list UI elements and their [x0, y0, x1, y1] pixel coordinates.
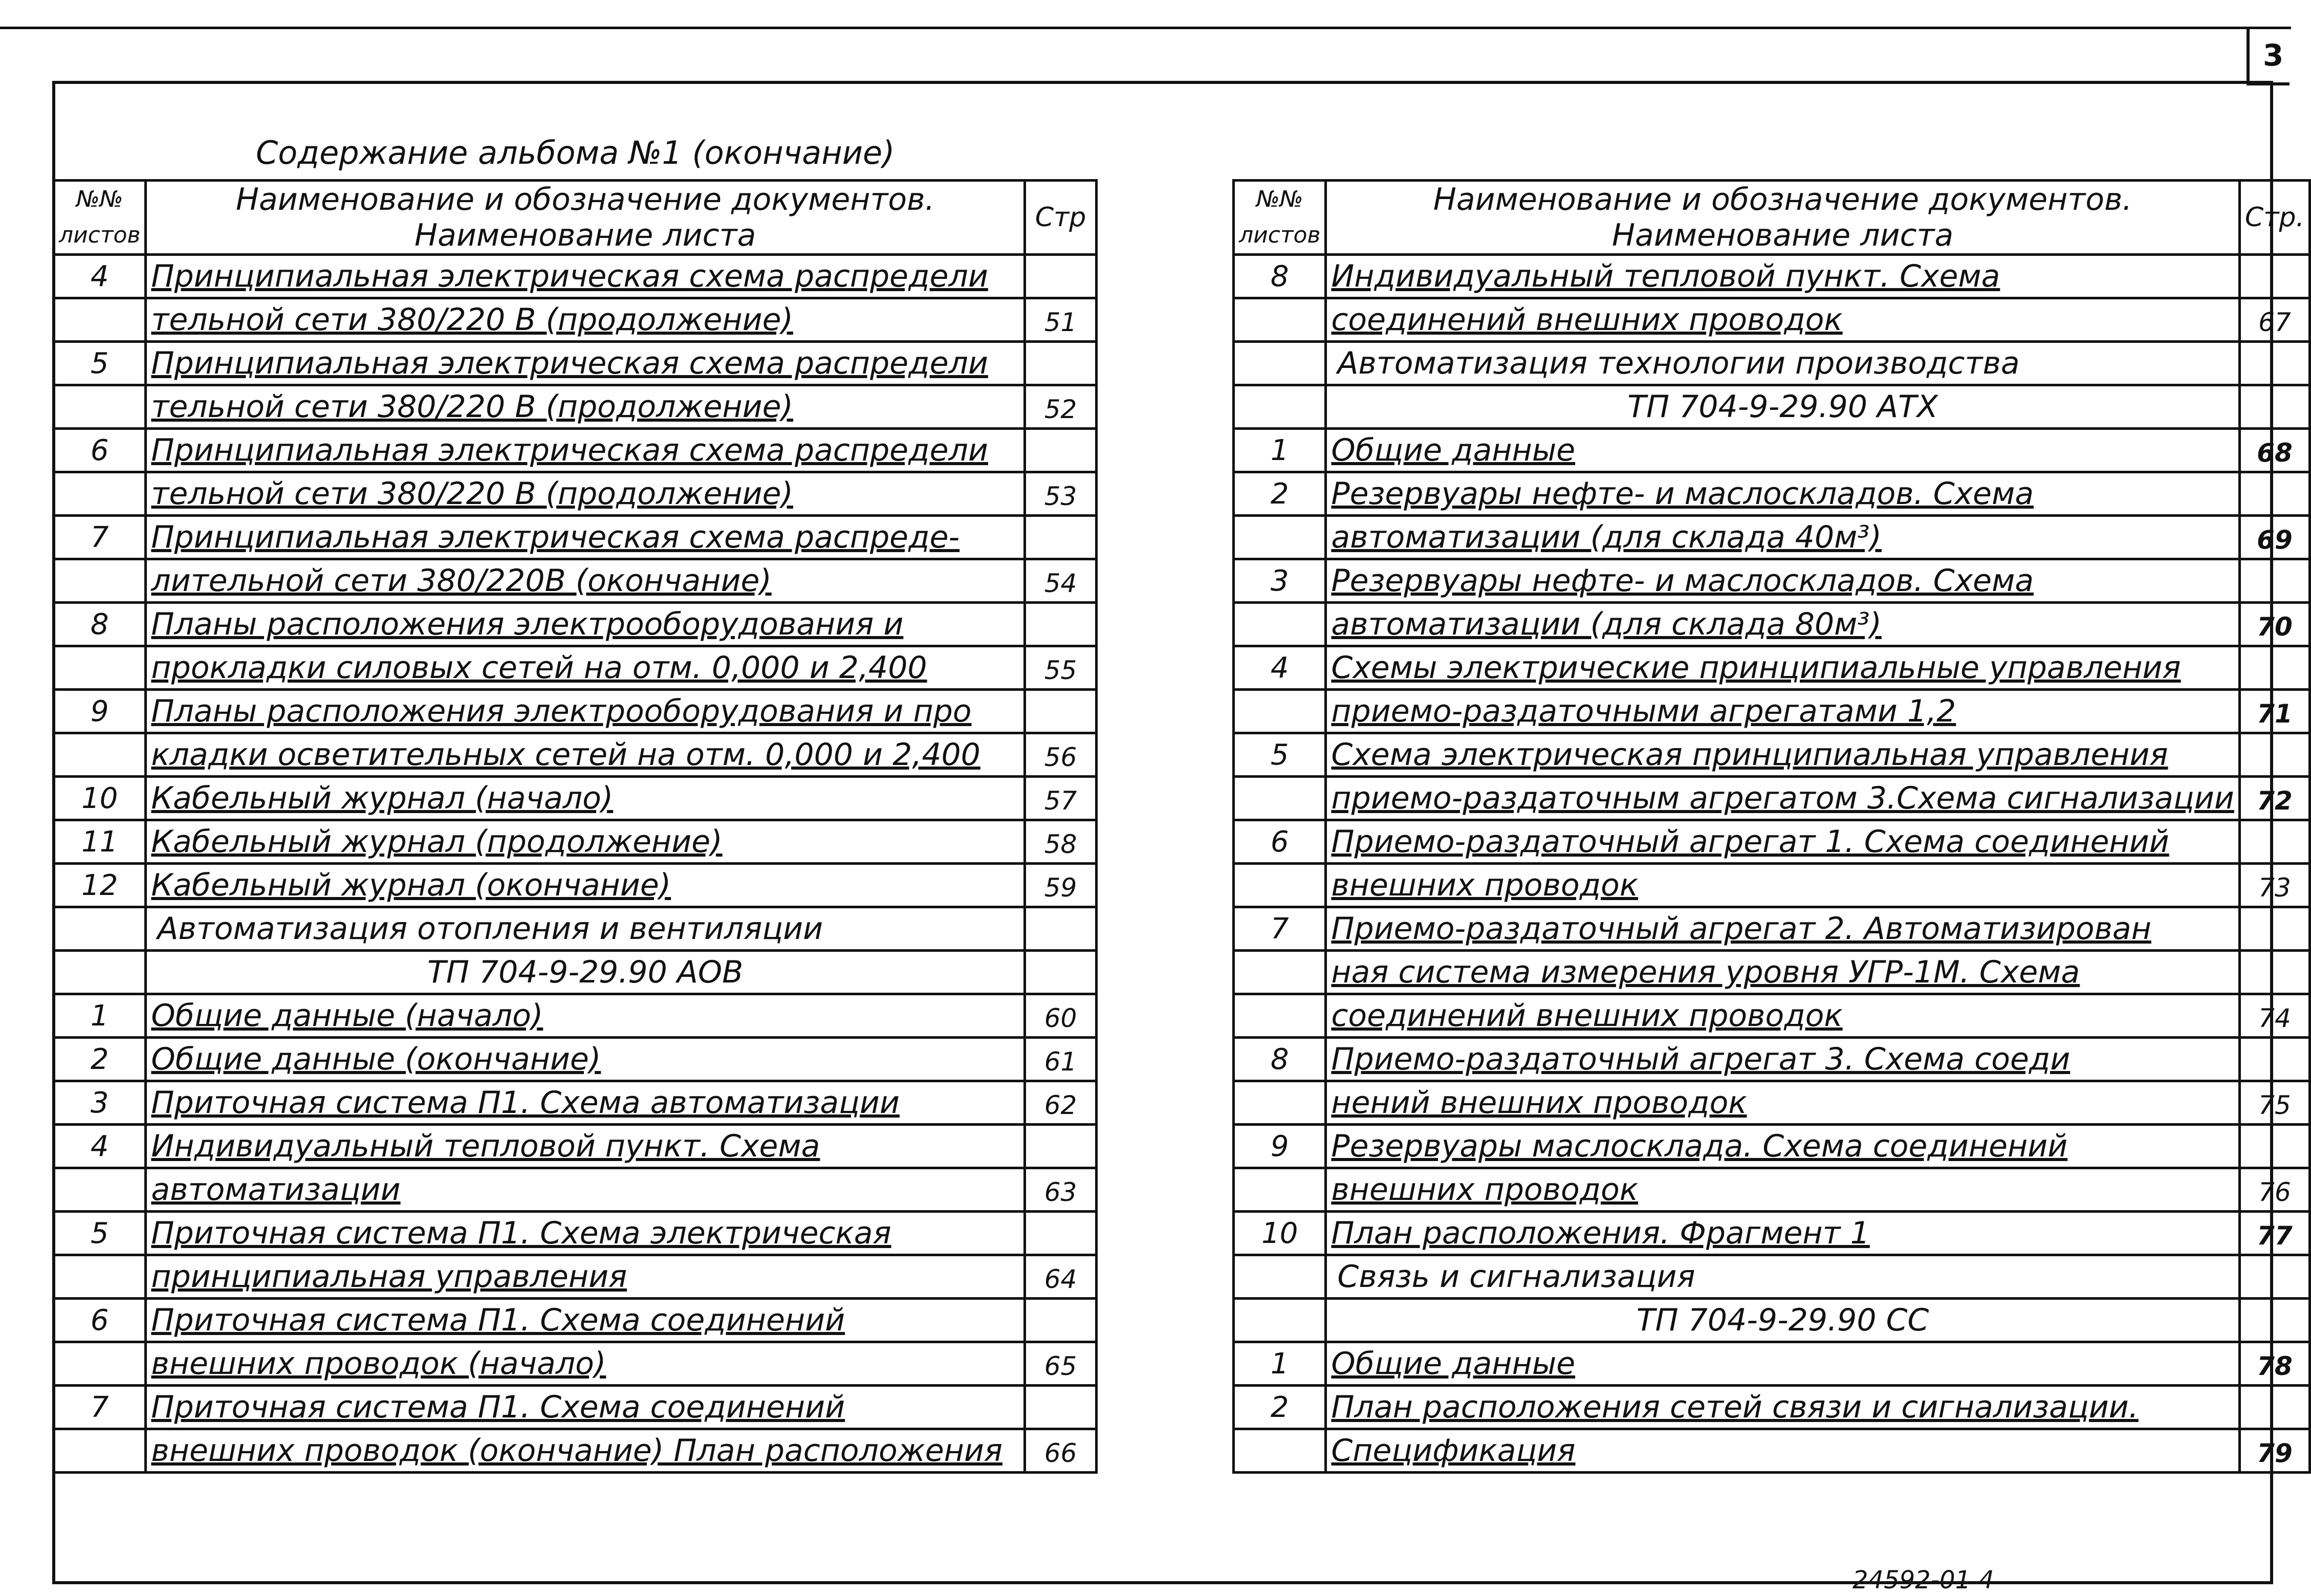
header-sheet-number: №№ листов — [54, 181, 146, 255]
header-name — [146, 181, 1025, 255]
sheet-number: 10 — [1234, 1212, 1326, 1255]
page-ref: 65 — [1025, 1342, 1097, 1386]
sheet-title: Индивидуальный тепловой пункт. Схема — [1326, 255, 2240, 298]
sheet-title: автоматизации — [146, 1168, 1025, 1212]
page-ref: 57 — [1025, 777, 1097, 820]
table-row — [1234, 1168, 2310, 1212]
sheet-number — [54, 733, 146, 777]
sheet-title: приемо-раздаточным агрегатом 3.Схема сигнализации — [1326, 777, 2240, 820]
table-row — [1234, 1342, 2310, 1386]
page-ref: 62 — [1025, 1081, 1097, 1125]
sheet-number: 8 — [1234, 1038, 1326, 1081]
sheet-title: ная система измерения уровня УГР-1М. Схема — [1326, 951, 2240, 994]
page-ref — [1025, 1125, 1097, 1168]
page-ref — [1025, 907, 1097, 951]
sheet-number — [1234, 516, 1326, 559]
table-row — [54, 298, 1097, 342]
table-row — [54, 429, 1097, 472]
page-ref: 73 — [2239, 864, 2309, 907]
table-row — [54, 1255, 1097, 1299]
top-rule — [0, 27, 2291, 29]
page-ref — [1025, 429, 1097, 472]
sheet-number: 4 — [54, 1125, 146, 1168]
sheet-title: внешних проводок — [1326, 864, 2240, 907]
table-row — [54, 1386, 1097, 1429]
table-row — [1234, 690, 2310, 733]
sheet-number — [1234, 298, 1326, 342]
table-row — [1234, 733, 2310, 777]
table-row — [1234, 1212, 2310, 1255]
table-row — [1234, 994, 2310, 1038]
table-row — [1234, 1429, 2310, 1473]
sheet-number — [1234, 864, 1326, 907]
header-sheet-number: №№ листов — [1234, 181, 1326, 255]
table-row — [1234, 951, 2310, 994]
page-ref — [1025, 516, 1097, 559]
sheet-number — [54, 559, 146, 603]
page-ref — [2239, 1125, 2309, 1168]
sheet-title: Принципиальная электрическая схема распредели — [146, 255, 1025, 298]
sheet-title: План расположения сетей связи и сигнализации. — [1326, 1386, 2240, 1429]
page-ref — [1025, 1299, 1097, 1342]
table-row — [54, 820, 1097, 864]
sheet-title: внешних проводок (окончание) План расположения — [146, 1429, 1025, 1473]
table-row — [1234, 298, 2310, 342]
sheet-number: 3 — [54, 1081, 146, 1125]
sheet-number — [54, 1429, 146, 1473]
header-row — [1234, 181, 2310, 255]
table-row — [1234, 864, 2310, 907]
sheet-number — [1234, 342, 1326, 385]
sheet-number: 7 — [1234, 907, 1326, 951]
sheet-title: Приточная система П1. Схема соединений — [146, 1386, 1025, 1429]
table-row — [54, 907, 1097, 951]
table-row — [54, 864, 1097, 907]
section-heading: Связь и сигнализация — [1326, 1255, 2240, 1299]
page-ref: 59 — [1025, 864, 1097, 907]
sheet-number — [1234, 1429, 1326, 1473]
page-ref: 56 — [1025, 733, 1097, 777]
page-ref: 77 — [2239, 1212, 2309, 1255]
sheet-number: 10 — [54, 777, 146, 820]
page-ref — [1025, 1386, 1097, 1429]
sheet-number — [1234, 690, 1326, 733]
page-ref: 61 — [1025, 1038, 1097, 1081]
sheet-number — [1234, 951, 1326, 994]
page-ref: 72 — [2239, 777, 2309, 820]
header-page: Стр — [1025, 181, 1097, 255]
sheet-number — [54, 1342, 146, 1386]
table-row — [54, 1429, 1097, 1473]
sheet-number: 11 — [54, 820, 146, 864]
sheet-title: Приточная система П1. Схема соединений — [146, 1299, 1025, 1342]
table-row — [54, 342, 1097, 385]
section-heading: ТП 704-9-29.90 СС — [1326, 1299, 2240, 1342]
page-ref — [1025, 342, 1097, 385]
page-ref: 60 — [1025, 994, 1097, 1038]
sheet-number: 5 — [54, 342, 146, 385]
sheet-number: 1 — [54, 994, 146, 1038]
page-ref: 79 — [2239, 1429, 2309, 1473]
table-row — [54, 1081, 1097, 1125]
sheet-title: Приемо-раздаточный агрегат 1. Схема соединений — [1326, 820, 2240, 864]
sheet-title: Индивидуальный тепловой пункт. Схема — [146, 1125, 1025, 1168]
header-row — [54, 181, 1097, 255]
sheet-number: 12 — [54, 864, 146, 907]
sheet-number — [54, 472, 146, 516]
table-row — [1234, 342, 2310, 385]
sheet-number — [54, 1255, 146, 1299]
table-row — [54, 1168, 1097, 1212]
contents-table-right — [1232, 179, 2311, 1474]
header-name-line2: Наименование листа — [1611, 217, 1954, 253]
sheet-title: нений внешних проводок — [1326, 1081, 2240, 1125]
sheet-number: 2 — [1234, 1386, 1326, 1429]
table-row — [54, 559, 1097, 603]
page-number-box — [2247, 27, 2290, 85]
page-ref: 63 — [1025, 1168, 1097, 1212]
sheet-title: Резервуары нефте- и маслоскладов. Схема — [1326, 472, 2240, 516]
sheet-title: Общие данные (окончание) — [146, 1038, 1025, 1081]
page-ref — [1025, 1212, 1097, 1255]
sheet-number: 8 — [1234, 255, 1326, 298]
sheet-number: 9 — [1234, 1125, 1326, 1168]
table-row — [1234, 646, 2310, 690]
sheet-title: Спецификация — [1326, 1429, 2240, 1473]
header-name-line2: Наименование листа — [415, 217, 756, 253]
table-row — [54, 1038, 1097, 1081]
page-ref: 68 — [2239, 429, 2309, 472]
sheet-number — [1234, 994, 1326, 1038]
page-ref — [2239, 342, 2309, 385]
sheet-title: соединений внешних проводок — [1326, 994, 2240, 1038]
page-ref — [2239, 951, 2309, 994]
sheet-title: Схемы электрические принципиальные управления — [1326, 646, 2240, 690]
table-row — [54, 1342, 1097, 1386]
page-ref — [2239, 1038, 2309, 1081]
sheet-number — [1234, 1255, 1326, 1299]
table-row — [54, 255, 1097, 298]
page-ref — [2239, 646, 2309, 690]
sheet-title: Приточная система П1. Схема автоматизации — [146, 1081, 1025, 1125]
header-name-line1: Наименование и обозначение документов. — [1433, 182, 2132, 217]
sheet-number — [1234, 385, 1326, 429]
sheet-number — [54, 1168, 146, 1212]
sheet-title: Общие данные (начало) — [146, 994, 1025, 1038]
sheet-title: соединений внешних проводок — [1326, 298, 2240, 342]
table-row — [54, 951, 1097, 994]
section-heading: Автоматизация технологии производства — [1326, 342, 2240, 385]
table-row — [54, 1212, 1097, 1255]
sheet-title: тельной сети 380/220 В (продолжение) — [146, 385, 1025, 429]
page-ref: 69 — [2239, 516, 2309, 559]
table-row — [54, 646, 1097, 690]
table-row — [1234, 603, 2310, 646]
table-row — [54, 516, 1097, 559]
sheet-title: Принципиальная электрическая схема распредели — [146, 342, 1025, 385]
sheet-number: 6 — [54, 429, 146, 472]
sheet-title: Принципиальная электрическая схема распредели — [146, 429, 1025, 472]
sheet-number — [1234, 1299, 1326, 1342]
page-ref — [1025, 690, 1097, 733]
table-row — [54, 777, 1097, 820]
page-ref — [2239, 1255, 2309, 1299]
sheet-number: 4 — [54, 255, 146, 298]
sheet-title: Принципиальная электрическая схема распреде- — [146, 516, 1025, 559]
sheet-number: 9 — [54, 690, 146, 733]
page-ref: 53 — [1025, 472, 1097, 516]
sheet-number: 6 — [54, 1299, 146, 1342]
sheet-number — [1234, 603, 1326, 646]
table-row — [1234, 1386, 2310, 1429]
sheet-title: принципиальная управления — [146, 1255, 1025, 1299]
page-ref — [2239, 472, 2309, 516]
sheet-title: Резервуары маслосклада. Схема соединений — [1326, 1125, 2240, 1168]
sheet-title: Кабельный журнал (продолжение) — [146, 820, 1025, 864]
page-ref: 51 — [1025, 298, 1097, 342]
table-row — [1234, 559, 2310, 603]
table-row — [54, 1125, 1097, 1168]
page-ref: 78 — [2239, 1342, 2309, 1386]
page-ref: 58 — [1025, 820, 1097, 864]
header-name — [1326, 181, 2240, 255]
page-ref — [2239, 907, 2309, 951]
contents-body-left — [54, 255, 1097, 1473]
page-ref: 70 — [2239, 603, 2309, 646]
sheet-title: внешних проводок (начало) — [146, 1342, 1025, 1386]
table-row — [1234, 516, 2310, 559]
sheet-number — [1234, 1081, 1326, 1125]
sheet-number — [1234, 777, 1326, 820]
page-ref: 64 — [1025, 1255, 1097, 1299]
page-ref: 74 — [2239, 994, 2309, 1038]
table-row — [54, 385, 1097, 429]
sheet-title: Планы расположения электрооборудования и — [146, 603, 1025, 646]
sheet-number: 5 — [1234, 733, 1326, 777]
sheet-number: 8 — [54, 603, 146, 646]
sheet-title: приемо-раздаточными агрегатами 1,2 — [1326, 690, 2240, 733]
sheet-title: Кабельный журнал (окончание) — [146, 864, 1025, 907]
sheet-title: тельной сети 380/220 В (продолжение) — [146, 472, 1025, 516]
sheet-number — [54, 646, 146, 690]
page-ref — [2239, 255, 2309, 298]
sheet-number: 4 — [1234, 646, 1326, 690]
sheet-number — [1234, 1168, 1326, 1212]
table-row — [54, 1299, 1097, 1342]
section-heading: ТП 704-9-29.90 АТХ — [1326, 385, 2240, 429]
page-ref: 52 — [1025, 385, 1097, 429]
section-heading: ТП 704-9-29.90 АОВ — [146, 951, 1025, 994]
page-ref — [2239, 733, 2309, 777]
contents-body-right — [1234, 255, 2310, 1473]
table-row — [1234, 385, 2310, 429]
sheet-title: тельной сети 380/220 В (продолжение) — [146, 298, 1025, 342]
sheet-title: Приточная система П1. Схема электрическая — [146, 1212, 1025, 1255]
sheet-title: Кабельный журнал (начало) — [146, 777, 1025, 820]
table-row — [1234, 429, 2310, 472]
sheet-title: прокладки силовых сетей на отм. 0,000 и 2,400 — [146, 646, 1025, 690]
page-title: Содержание альбома №1 (окончание) — [256, 134, 895, 171]
table-row — [1234, 1255, 2310, 1299]
sheet-title: автоматизации (для склада 40м³) — [1326, 516, 2240, 559]
page-ref: 66 — [1025, 1429, 1097, 1473]
sheet-number: 6 — [1234, 820, 1326, 864]
page-ref — [2239, 820, 2309, 864]
page-ref: 54 — [1025, 559, 1097, 603]
sheet-title: внешних проводок — [1326, 1168, 2240, 1212]
sheet-title: лительной сети 380/220В (окончание) — [146, 559, 1025, 603]
sheet-number: 1 — [1234, 1342, 1326, 1386]
sheet-title: кладки осветительных сетей на отм. 0,000 и 2,400 — [146, 733, 1025, 777]
table-row — [54, 603, 1097, 646]
table-row — [1234, 1125, 2310, 1168]
page-ref — [2239, 1386, 2309, 1429]
sheet-title: автоматизации (для склада 80м³) — [1326, 603, 2240, 646]
table-row — [1234, 1038, 2310, 1081]
sheet-title: Общие данные — [1326, 429, 2240, 472]
table-row — [54, 472, 1097, 516]
page-ref: 71 — [2239, 690, 2309, 733]
sheet-title: Схема электрическая принципиальная управления — [1326, 733, 2240, 777]
sheet-title: Приемо-раздаточный агрегат 2. Автоматизирован — [1326, 907, 2240, 951]
page-ref — [2239, 559, 2309, 603]
header-page: Стр. — [2239, 181, 2309, 255]
sheet-number: 3 — [1234, 559, 1326, 603]
table-row — [1234, 1299, 2310, 1342]
table-row — [1234, 255, 2310, 298]
sheet-number: 1 — [1234, 429, 1326, 472]
table-row — [1234, 777, 2310, 820]
sheet-title: Резервуары нефте- и маслоскладов. Схема — [1326, 559, 2240, 603]
table-row — [1234, 1081, 2310, 1125]
sheet-number: 5 — [54, 1212, 146, 1255]
contents-table-left — [52, 179, 1098, 1474]
page-ref: 76 — [2239, 1168, 2309, 1212]
footer-code: 24592-01 4 — [1852, 1566, 1994, 1594]
section-heading: Автоматизация отопления и вентиляции — [146, 907, 1025, 951]
page-ref: 75 — [2239, 1081, 2309, 1125]
table-row — [54, 733, 1097, 777]
sheet-title: План расположения. Фрагмент 1 — [1326, 1212, 2240, 1255]
sheet-number: 7 — [54, 1386, 146, 1429]
page-ref — [1025, 603, 1097, 646]
page-ref — [1025, 951, 1097, 994]
page-ref: 67 — [2239, 298, 2309, 342]
table-row — [1234, 820, 2310, 864]
sheet-number — [54, 951, 146, 994]
page-ref — [2239, 1299, 2309, 1342]
sheet-number: 2 — [54, 1038, 146, 1081]
sheet-number — [54, 298, 146, 342]
page-ref: 55 — [1025, 646, 1097, 690]
sheet-number — [54, 385, 146, 429]
sheet-number: 7 — [54, 516, 146, 559]
sheet-title: Планы расположения электрооборудования и про — [146, 690, 1025, 733]
table-row — [54, 994, 1097, 1038]
table-row — [1234, 907, 2310, 951]
page-ref — [2239, 385, 2309, 429]
sheet-number: 2 — [1234, 472, 1326, 516]
page-ref — [1025, 255, 1097, 298]
header-name-line1: Наименование и обозначение документов. — [235, 182, 935, 217]
sheet-number — [54, 907, 146, 951]
page-number: 3 — [2263, 38, 2284, 73]
table-row — [54, 690, 1097, 733]
sheet-title: Приемо-раздаточный агрегат 3. Схема соеди — [1326, 1038, 2240, 1081]
sheet-title: Общие данные — [1326, 1342, 2240, 1386]
table-row — [1234, 472, 2310, 516]
